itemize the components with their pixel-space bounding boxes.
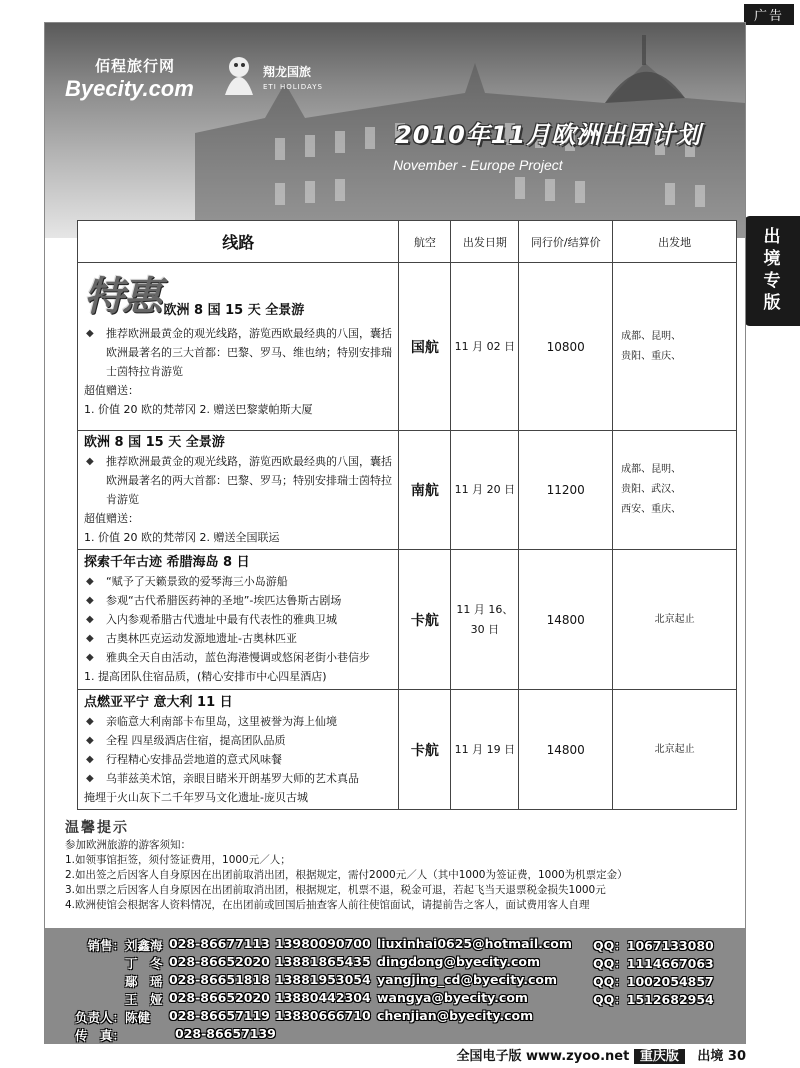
price-cell: 10800 bbox=[519, 263, 613, 431]
contact-panel bbox=[45, 928, 745, 1044]
departure-line: 贵阳、武汉、 bbox=[621, 484, 682, 495]
contact-email[interactable]: dingdong@byecity.com bbox=[377, 954, 540, 969]
departure-line: 成都、昆明、 bbox=[621, 464, 682, 475]
route-bullet: ◆ 古奥林匹克运动发源地遗址-古奥林匹亚 bbox=[84, 629, 392, 648]
contact-tel: 028-86652020 bbox=[169, 990, 270, 1005]
table-row bbox=[78, 690, 737, 810]
contact-name: 陈健 bbox=[125, 1010, 151, 1025]
partner-en: ETI HOLIDAYS bbox=[263, 83, 323, 91]
contact-qq: QQ：1512682954 bbox=[593, 992, 714, 1007]
gift-text: 1. 价值 20 欧的梵蒂冈 2. 赠送巴黎蒙帕斯大厦 bbox=[84, 403, 313, 416]
departure-cell bbox=[613, 263, 737, 431]
airline-cell: 卡航 bbox=[399, 690, 451, 810]
contact-tel: 028-86652020 bbox=[169, 954, 270, 969]
route-bullet: ◆ “赋予了天籁景致的爱琴海三小岛游船 bbox=[84, 572, 392, 591]
route-title: 探索千年古迹 希腊海岛 8 日 bbox=[84, 555, 250, 570]
departure-line: 北京起止 bbox=[654, 743, 695, 755]
page-number: 出境 30 bbox=[697, 1049, 746, 1064]
header-airline: 航空 bbox=[399, 221, 451, 263]
logo-en: Byecity.com bbox=[65, 76, 194, 101]
notice-item: 1.如领事馆拒签，须付签证费用，1000元／人； bbox=[65, 854, 291, 866]
route-bullet: ◆ 乌菲兹美术馆，亲眼目睹米开朗基罗大师的艺术真品 bbox=[84, 769, 392, 788]
contact-email[interactable]: yangjing_cd@byecity.com bbox=[377, 972, 557, 987]
departure-cell bbox=[613, 690, 737, 810]
contact-qq: QQ：1002054857 bbox=[593, 974, 714, 989]
date-cell: 11 月 20 日 bbox=[451, 431, 519, 550]
contact-mobile: 13880666710 bbox=[275, 1008, 371, 1023]
route-cell bbox=[78, 431, 399, 550]
contact-tel: 028-86657119 bbox=[169, 1008, 270, 1023]
contact-tel: 028-86677113 bbox=[169, 936, 270, 951]
partner-cn: 翔龙国旅 bbox=[263, 65, 312, 79]
departure-cell bbox=[613, 431, 737, 550]
airline-cell: 国航 bbox=[399, 263, 451, 431]
header-departure: 出发地 bbox=[613, 221, 737, 263]
contact-mobile: 13881953054 bbox=[275, 972, 371, 987]
route-cell bbox=[78, 550, 399, 690]
notice-item: 4.欧洲使馆会根据客人资料情况，在出团前或回国后抽查客人前往使馆面试，请提前告之客人，面试费用客人自理 bbox=[65, 899, 590, 911]
section-tab-char: 境 bbox=[763, 249, 781, 269]
table-row bbox=[78, 550, 737, 690]
contact-email[interactable]: wangya@byecity.com bbox=[377, 990, 528, 1005]
contact-label: 销售： bbox=[87, 938, 125, 953]
route-bullet: ◆ 推荐欧洲最黄金的观光线路，游览西欧最经典的八国，囊括欧洲最著名的三大首都：巴黎、罗马、维也纳；特别安排瑞士茵特拉肯游览 bbox=[84, 324, 392, 381]
price-cell: 14800 bbox=[519, 690, 613, 810]
route-title: 点燃亚平宁 意大利 11 日 bbox=[84, 694, 233, 710]
route-bullet: ◆ 推荐欧洲最黄金的观光线路，游览西欧最经典的八国，囊括欧洲最著名的两大首都：巴黎、罗马；特别安排瑞士茵特拉肯游览 bbox=[84, 452, 392, 509]
departure-line: 成都、昆明、 bbox=[621, 330, 682, 342]
notice-box bbox=[65, 821, 735, 913]
departure-line: 西安、重庆、 bbox=[621, 504, 682, 515]
contact-qq: QQ：1114667063 bbox=[593, 956, 714, 971]
section-tab-char: 版 bbox=[763, 293, 781, 313]
route-bullet: ◆ 入内参观希腊古代遗址中最有代表性的雅典卫城 bbox=[84, 610, 392, 629]
page-footer bbox=[457, 1045, 747, 1064]
notice-item: 2.如出签之后因客人自身原因在出团前取消出团，根据规定，需付2000元／人（其中1000为签证费，1000为机票定金） bbox=[65, 869, 628, 881]
contact-email[interactable]: chenjian@byecity.com bbox=[377, 1008, 534, 1023]
price-cell: 14800 bbox=[519, 550, 613, 690]
contact-name: 丁 冬 bbox=[125, 956, 163, 971]
contact-name: 王 娅 bbox=[125, 992, 163, 1007]
byecity-logo bbox=[65, 55, 194, 102]
tour-table bbox=[77, 220, 737, 810]
ad-frame bbox=[44, 22, 746, 1044]
gift-text: 1. 价值 20 欧的梵蒂冈 2. 赠送全国联运 bbox=[84, 531, 280, 544]
header-route: 线路 bbox=[78, 221, 399, 263]
contact-name: 鄢 瑶 bbox=[125, 974, 163, 989]
section-tab bbox=[744, 216, 800, 326]
route-extra: 1. 提高团队住宿品质，(精心安排市中心四星酒店) bbox=[84, 670, 327, 683]
route-cell bbox=[78, 263, 399, 431]
gift-label: 超值赠送： bbox=[84, 512, 139, 525]
hero-title: 2010年11月欧洲出团计划 bbox=[395, 121, 702, 149]
contact-mobile: 13880442304 bbox=[275, 990, 371, 1005]
header-price: 同行价/结算价 bbox=[519, 221, 613, 263]
airline-cell: 卡航 bbox=[399, 550, 451, 690]
price-cell: 11200 bbox=[519, 431, 613, 550]
footer-site[interactable]: 全国电子版 www.zyoo.net bbox=[456, 1049, 630, 1064]
route-cell bbox=[78, 690, 399, 810]
table-row bbox=[78, 263, 737, 431]
section-tab-char: 出 bbox=[763, 227, 781, 247]
contact-label: 负责人： bbox=[74, 1010, 125, 1025]
departure-cell bbox=[613, 550, 737, 690]
route-bullet: ◆ 参观“古代希腊医药神的圣地”-埃匹达鲁斯古剧场 bbox=[84, 591, 392, 610]
dragon-mascot-icon bbox=[217, 51, 261, 97]
logo-cn: 佰程旅行网 bbox=[95, 57, 176, 75]
notice-intro: 参加欧洲旅游的游客须知： bbox=[65, 839, 191, 851]
table-header bbox=[78, 221, 737, 263]
route-bullet: ◆ 雅典全天自由活动，蓝色海港慢调或悠闲老街小巷信步 bbox=[84, 648, 392, 667]
contact-tel: 028-86651818 bbox=[169, 972, 270, 987]
contact-mobile: 13881865435 bbox=[275, 954, 371, 969]
ad-label: 广告 bbox=[744, 4, 794, 25]
hero-subtitle: November - Europe Project bbox=[393, 157, 563, 173]
contact-label: 传 真： bbox=[74, 1028, 125, 1043]
notice-heading: 温馨提示 bbox=[65, 820, 129, 836]
route-bullet: ◆ 行程精心安排品尝地道的意式风味餐 bbox=[84, 750, 392, 769]
hero-banner bbox=[45, 23, 745, 238]
promo-badge: 特惠 bbox=[84, 274, 160, 320]
route-bullet: ◆ 亲临意大利南部卡布里岛，这里被誉为海上仙境 bbox=[84, 712, 392, 731]
date-cell: 11 月 16、30 日 bbox=[451, 550, 519, 690]
airline-cell: 南航 bbox=[399, 431, 451, 550]
departure-line: 北京起止 bbox=[654, 613, 695, 625]
contact-email[interactable]: liuxinhai0625@hotmail.com bbox=[377, 936, 572, 951]
route-title: 欧洲 8 国 15 天 全景游 bbox=[163, 303, 305, 318]
notice-item: 3.如出票之后因客人自身原因在出团前取消出团，根据规定，机票不退，税金可退，若起飞当天退票税金损失1000元 bbox=[65, 884, 606, 896]
date-cell: 11 月 02 日 bbox=[451, 263, 519, 431]
eti-logo bbox=[217, 51, 337, 101]
section-tab-char: 专 bbox=[763, 271, 781, 291]
route-bullet: ◆ 全程 四星级酒店住宿，提高团队品质 bbox=[84, 731, 392, 750]
contact-mobile: 13980090700 bbox=[275, 936, 371, 951]
contact-qq: QQ：1067133080 bbox=[593, 938, 714, 953]
footer-edition: 重庆版 bbox=[634, 1049, 685, 1064]
route-extra: 掩埋于火山灰下二千年罗马文化遗址-庞贝古城 bbox=[84, 790, 308, 804]
header-date: 出发日期 bbox=[451, 221, 519, 263]
contact-fax: 028-86657139 bbox=[175, 1026, 276, 1041]
table-row bbox=[78, 431, 737, 550]
gift-label: 超值赠送： bbox=[84, 384, 139, 397]
contact-name: 刘鑫海 bbox=[125, 938, 163, 953]
route-title: 欧洲 8 国 15 天 全景游 bbox=[84, 435, 225, 450]
departure-line: 贵阳、重庆、 bbox=[621, 350, 682, 362]
date-cell: 11 月 19 日 bbox=[451, 690, 519, 810]
